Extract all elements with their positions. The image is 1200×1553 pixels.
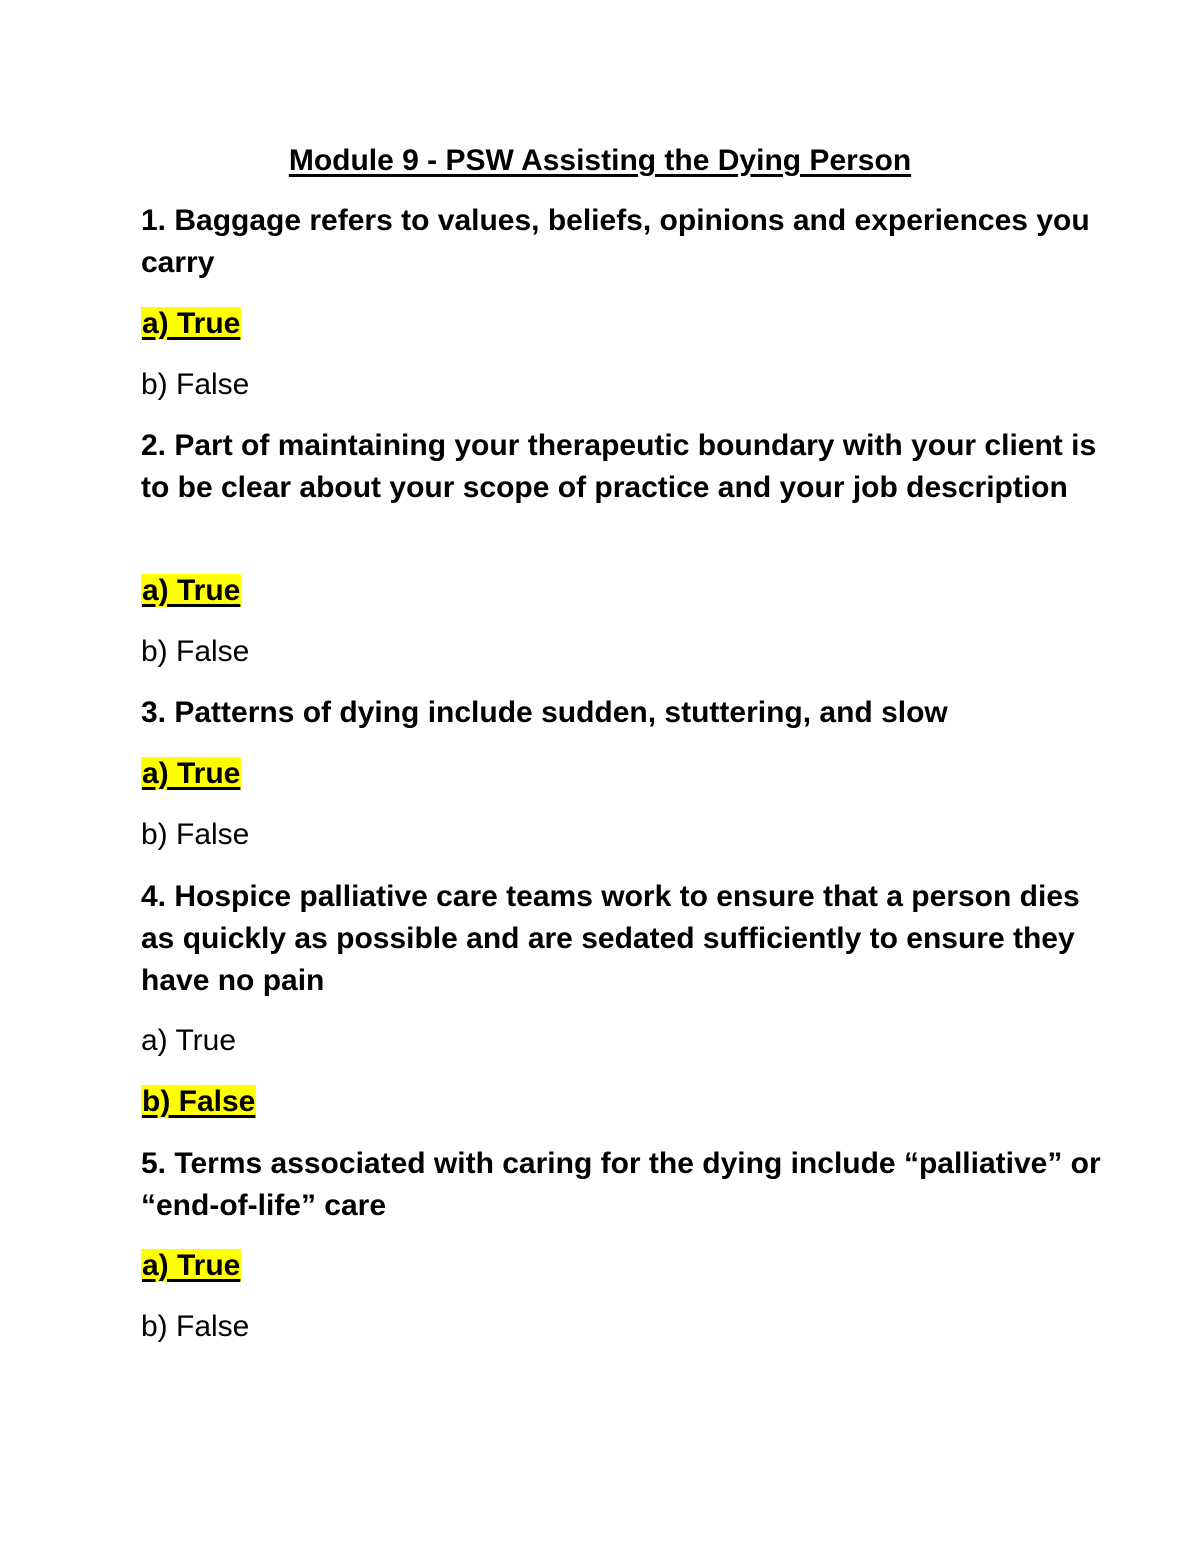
answer-highlight: b) False [142,1085,256,1118]
question-5-text: 5. Terms associated with caring for the dying include “palliative” or “end-of-life” care [141,1147,1101,1222]
question-4-option-a: a) True [141,1024,237,1057]
question-5-option-b: b) False [141,1310,250,1343]
answer-highlight: a) True [142,574,241,607]
question-3-text: 3. Patterns of dying include sudden, stuttering, and slow [141,696,948,729]
answer-highlight: a) True [142,757,241,790]
question-3-option-b: b) False [141,818,250,851]
question-3-option-a [141,753,241,795]
question-2-option-a [141,570,241,612]
question-5-option-a [141,1245,241,1287]
page-title: Module 9 - PSW Assisting the Dying Person [288,144,912,177]
answer-highlight: a) True [142,307,241,340]
question-1-option-a [141,303,241,345]
question-2-option-b: b) False [141,635,250,668]
answer-highlight: a) True [142,1249,241,1282]
question-1-text: 1. Baggage refers to values, beliefs, opinions and experiences you carry [141,204,1090,279]
question-4-text: 4. Hospice palliative care teams work to ensure that a person dies as quickly as possible and are sedated sufficiently to ensure they have no pain [141,880,1080,997]
question-4-option-b [141,1081,256,1123]
question-1-option-b: b) False [141,368,250,401]
question-2-text: 2. Part of maintaining your therapeutic boundary with your client is to be clear about your scope of practice and your job description [141,429,1097,504]
